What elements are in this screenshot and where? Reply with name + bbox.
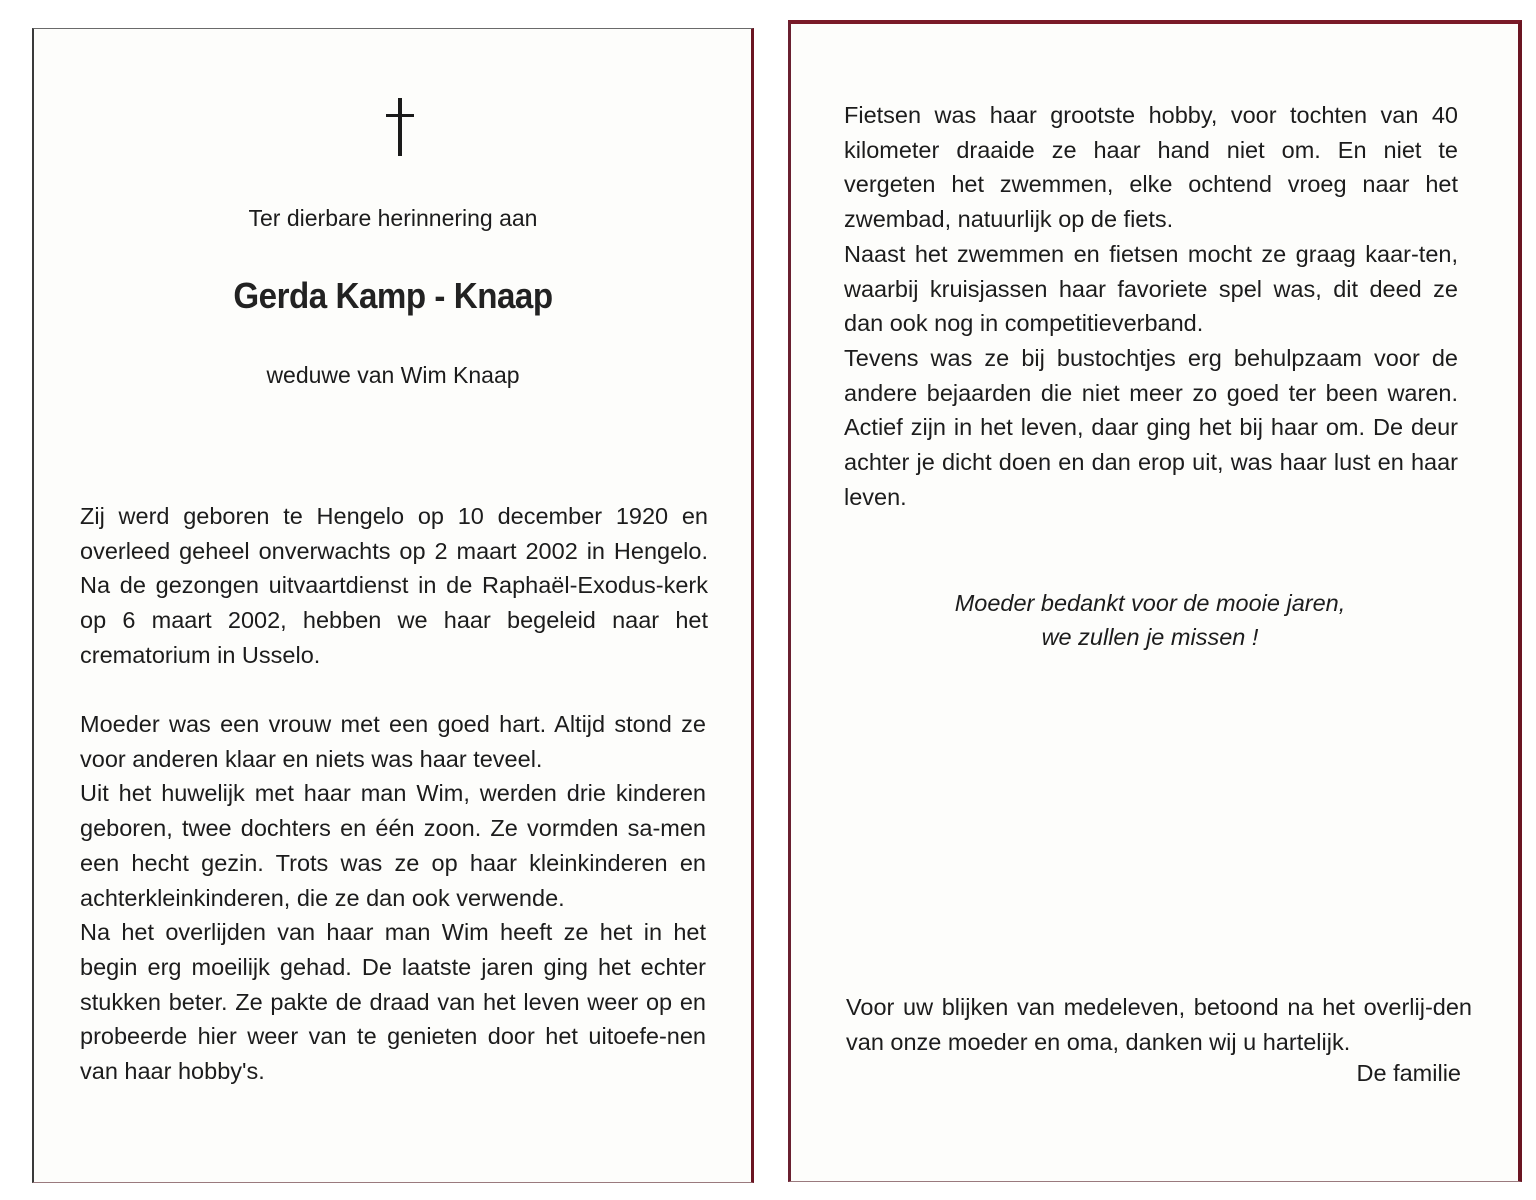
- hobbies-paragraph: [844, 98, 1458, 514]
- thanks-text: Voor uw blijken van medeleven, betoond na het overlij-den van onze moeder en oma, danken wij u hartelijk.: [846, 994, 1472, 1055]
- character-sentence-2: Uit het huwelijk met haar man Wim, werden drie kinderen geboren, twee dochters en één zoon. Ze vormden sa-men een hecht gezin. Trots was ze op haar kleinkinderen en achterkleinkinderen, die ze dan ook verwende.: [80, 780, 706, 911]
- hobbies-sentence-3: Tevens was ze bij bustochtjes erg behulpzaam voor de andere bejaarden die niet meer zo goed ter been waren. Actief zijn in het leven, daar ging het bij haar om. De deur achter je dicht doen en dan erop uit, was haar lust en haar leven.: [844, 344, 1458, 510]
- deceased-name: Gerda Kamp - Knaap: [233, 275, 553, 316]
- cross-icon: [398, 98, 402, 156]
- character-sentence-3: Na het overlijden van haar man Wim heeft ze het in het begin erg moeilijk gehad. De laatste jaren ging het echter stukken beter. Ze pakte de draad van het leven weer op en probeerde hier weer van te genieten door het uitoefe-nen van haar hobby's.: [80, 919, 706, 1085]
- farewell-quote: [790, 586, 1510, 654]
- quote-line-2: we zullen je missen !: [1041, 624, 1259, 650]
- biography-paragraph: Zij werd geboren te Hengelo op 10 december 1920 en overleed geheel onverwachts op 2 maart 2002 in Hengelo. Na de gezongen uitvaartdienst in de Raphaël-Exodus-kerk op 6 maart 2002, hebben we haar begeleid naar het crematorium in Usselo.: [80, 503, 708, 668]
- hobbies-sentence-1: Fietsen was haar grootste hobby, voor tochten van 40 kilometer draaide ze haar hand niet om. En niet te vergeten het zwemmen, elke ochtend vroeg naar het zwembad, natuurlijk op de fiets.: [844, 102, 1458, 233]
- widow-subtitle: weduwe van Wim Knaap: [266, 362, 520, 388]
- character-sentence-1: Moeder was een vrouw met een goed hart. Altijd stond ze voor anderen klaar en niets was haar teveel.: [80, 711, 706, 772]
- hobbies-sentence-2: Naast het zwemmen en fietsen mocht ze graag kaar-ten, waarbij kruisjassen haar favoriete spel was, dit deed ze dan ook nog in competitieverband.: [844, 240, 1458, 337]
- character-paragraph: [80, 707, 706, 1089]
- signature: De familie: [1356, 1060, 1461, 1086]
- dedication-text: Ter dierbare herinnering aan: [248, 205, 538, 231]
- quote-line-1: Moeder bedankt voor de mooie jaren,: [954, 590, 1346, 616]
